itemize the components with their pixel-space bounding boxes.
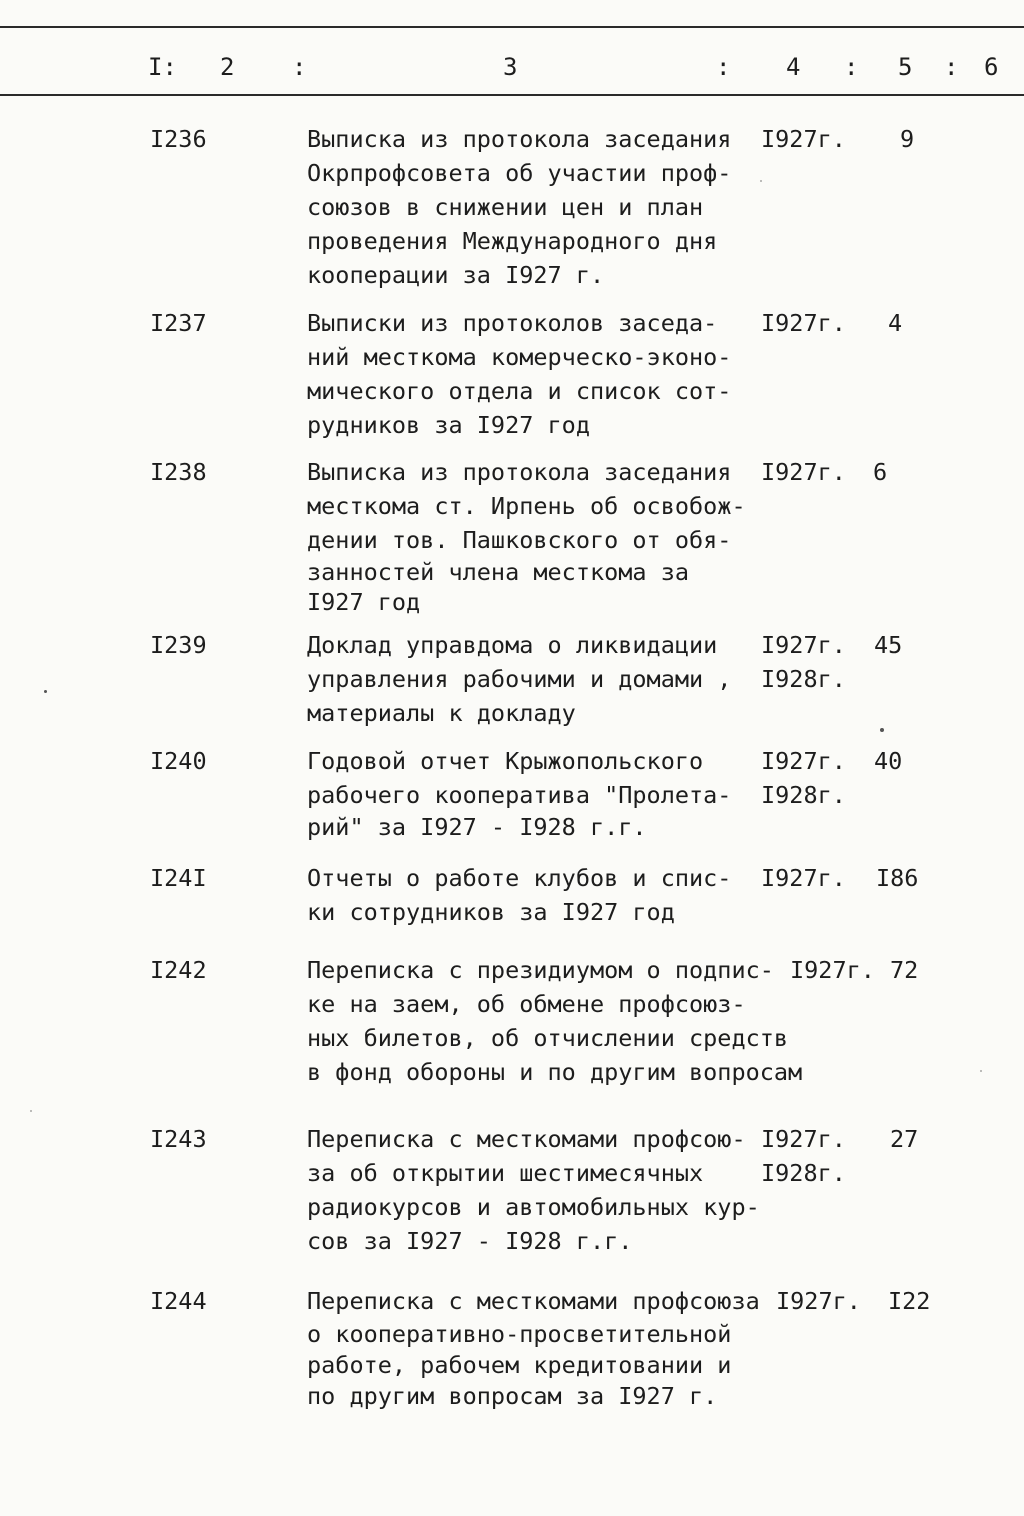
description-line: дении тов. Пашковского от обя- — [307, 526, 732, 554]
entry-dates — [761, 455, 846, 489]
scan-speck — [760, 180, 762, 182]
entry-dates — [776, 1284, 861, 1318]
description-line: за об открытии шестимесячных — [307, 1159, 704, 1187]
entry-dates — [761, 306, 846, 340]
description-line: по другим вопросам за I927 г. — [307, 1382, 718, 1410]
entry-number: I242 — [150, 956, 207, 984]
description-line: Доклад управдома о ликвидации — [307, 631, 718, 659]
entry-number: I243 — [150, 1125, 207, 1153]
description-line: ки сотрудников за I927 год — [307, 898, 675, 926]
description-line: материалы к докладу — [307, 699, 576, 727]
header-top-rule — [0, 26, 1024, 28]
description-line: управления рабочими и домами , — [307, 665, 732, 693]
date-line: I927г. — [761, 631, 846, 659]
entry-number: I239 — [150, 631, 207, 659]
entry-description — [307, 628, 731, 730]
entry-dates — [790, 953, 875, 987]
description-line: Переписка с месткомами профсою- — [307, 1125, 746, 1153]
description-line: сов за I927 - I928 г.г. — [307, 1227, 633, 1255]
description-line: I927 год — [307, 588, 421, 616]
header-col-6: 6 — [984, 53, 999, 81]
header-separator: : — [716, 53, 731, 81]
entry-dates — [761, 861, 846, 895]
description-line: Годовой отчет Крыжопольского — [307, 747, 704, 775]
header-separator: : — [844, 53, 859, 81]
header-col-5: 5 — [898, 53, 913, 81]
entry-dates — [761, 122, 846, 156]
description-line: рудников за I927 год — [307, 411, 590, 439]
entry-dates — [761, 744, 846, 812]
entry-sheet-count: 27 — [890, 1125, 919, 1153]
date-line: I927г. — [761, 747, 846, 775]
header-bottom-rule — [0, 94, 1024, 96]
description-line: ний месткома комерческо-эконо- — [307, 343, 732, 371]
description-line: проведения Международного дня — [307, 227, 718, 255]
description-line: в фонд обороны и по другим вопросам — [307, 1058, 803, 1086]
description-line: Выписка из протокола заседания — [307, 125, 732, 153]
description-line: радиокурсов и автомобильных кур- — [307, 1193, 760, 1221]
description-line: кооперации за I927 г. — [307, 261, 605, 289]
entry-description — [307, 1122, 760, 1258]
description-line: рабочего кооператива "Пролета- — [307, 781, 732, 809]
description-line: месткома ст. Ирпень об освобож- — [307, 492, 746, 520]
entry-description — [307, 744, 731, 842]
date-line: I927г. — [761, 864, 846, 892]
description-line: рий" за I927 - I928 г.г. — [307, 813, 647, 841]
entry-dates — [761, 1122, 846, 1190]
entry-description — [307, 306, 731, 442]
header-col-4: 4 — [786, 53, 801, 81]
entry-number: I244 — [150, 1287, 207, 1315]
entry-dates — [761, 628, 846, 696]
date-line: I928г. — [761, 1159, 846, 1187]
description-line: Окрпрофсовета об участии проф- — [307, 159, 732, 187]
description-line: занностей члена месткома за — [307, 558, 690, 586]
description-line: союзов в снижении цен и план — [307, 193, 704, 221]
description-line: Выписка из протокола заседания — [307, 458, 732, 486]
entry-description — [307, 455, 746, 617]
entry-description — [307, 122, 731, 292]
date-line: I928г. — [761, 781, 846, 809]
scan-speck — [880, 728, 884, 732]
entry-sheet-count: 9 — [900, 125, 915, 153]
description-line: мического отдела и список сот- — [307, 377, 732, 405]
entry-number: I237 — [150, 309, 207, 337]
header-separator: : — [944, 53, 959, 81]
date-line: I927г. — [761, 458, 846, 486]
description-line: работе, рабочем кредитовании и — [307, 1351, 732, 1379]
header-separator: : — [292, 53, 307, 81]
scan-speck — [30, 1110, 32, 1112]
entry-sheet-count: 72 — [890, 956, 919, 984]
header-col-3: 3 — [503, 53, 518, 81]
header-col-2: 2 — [220, 53, 235, 81]
description-line: Выписки из протоколов заседа- — [307, 309, 718, 337]
entry-description — [307, 953, 802, 1089]
entry-sheet-count: 45 — [874, 631, 903, 659]
entry-sheet-count: I86 — [876, 864, 919, 892]
entry-description — [307, 1284, 760, 1411]
date-line: I927г. — [761, 309, 846, 337]
entry-description — [307, 861, 731, 929]
description-line: ке на заем, об обмене профсоюз- — [307, 990, 746, 1018]
date-line: I927г. — [790, 956, 875, 984]
date-line: I927г. — [776, 1287, 861, 1315]
entry-number: I24I — [150, 864, 207, 892]
scan-speck — [44, 690, 47, 693]
header-col-1: I: — [148, 53, 177, 81]
entry-number: I238 — [150, 458, 207, 486]
description-line: Переписка с президиумом о подпис- — [307, 956, 774, 984]
date-line: I928г. — [761, 665, 846, 693]
entry-sheet-count: 4 — [888, 309, 903, 337]
description-line: ных билетов, об отчислении средств — [307, 1024, 789, 1052]
entry-number: I240 — [150, 747, 207, 775]
date-line: I927г. — [761, 1125, 846, 1153]
entry-sheet-count: 40 — [874, 747, 903, 775]
date-line: I927г. — [761, 125, 846, 153]
scan-speck — [980, 1070, 982, 1072]
entry-sheet-count: 6 — [873, 458, 888, 486]
description-line: Отчеты о работе клубов и спис- — [307, 864, 732, 892]
entry-number: I236 — [150, 125, 207, 153]
description-line: о кооперативно-просветительной — [307, 1320, 732, 1348]
description-line: Переписка с месткомами профсоюза — [307, 1287, 760, 1315]
entry-sheet-count: I22 — [888, 1287, 931, 1315]
